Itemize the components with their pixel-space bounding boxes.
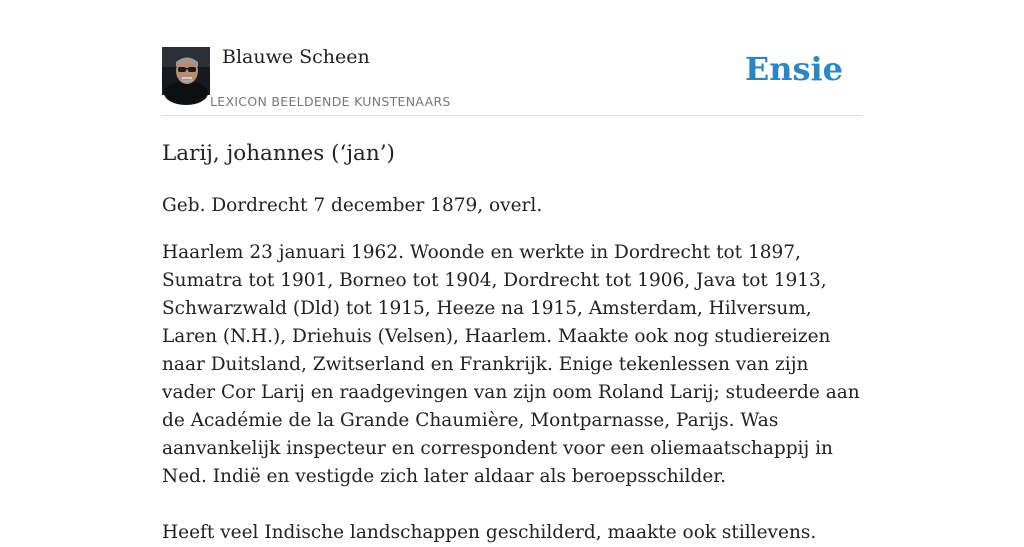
author-name[interactable]: Blauwe Scheen (222, 46, 370, 68)
article-paragraph: Heeft veel Indische landschappen geschilderd, maakte ook stillevens. (162, 522, 817, 543)
article-paragraph: Geb. Dordrecht 7 december 1879, overl. (162, 195, 543, 216)
ensie-logo[interactable]: Ensie (744, 50, 843, 88)
article-content (162, 138, 864, 547)
avatar-photo-icon (162, 47, 210, 95)
article-paragraph: Haarlem 23 januari 1962. Woonde en werkte in Dordrecht tot 1897, Sumatra tot 1901, Borneo tot 1904, Dordrecht tot 1906, Java tot 1913, Schwarzwald (Dld) tot 1915, Heeze na 1915, Amsterdam, Hilversum, Laren (N.H.), Driehuis (Velsen), Haarlem. Maakte ook nog studiereizen naar Duitsland, Zwitserland en Frankrijk. Enige tekenlessen van zijn vader Cor Larij en raadgevingen van zijn oom Roland Larij; studeerde aan de Académie de la Grande Chaumière, Montparnasse, Parijs. Was aanvankelijk inspecteur en correspondent voor een oliemaatschappij in Ned. Indië en vestigde zich later aldaar als beroepsschilder. (162, 242, 860, 487)
author-avatar[interactable] (162, 47, 210, 95)
collection-label[interactable]: LEXICON BEELDENDE KUNSTENAARS (210, 94, 451, 109)
article-header (162, 40, 862, 116)
article-title: Larij, johannes (‘jan’) (162, 141, 395, 166)
